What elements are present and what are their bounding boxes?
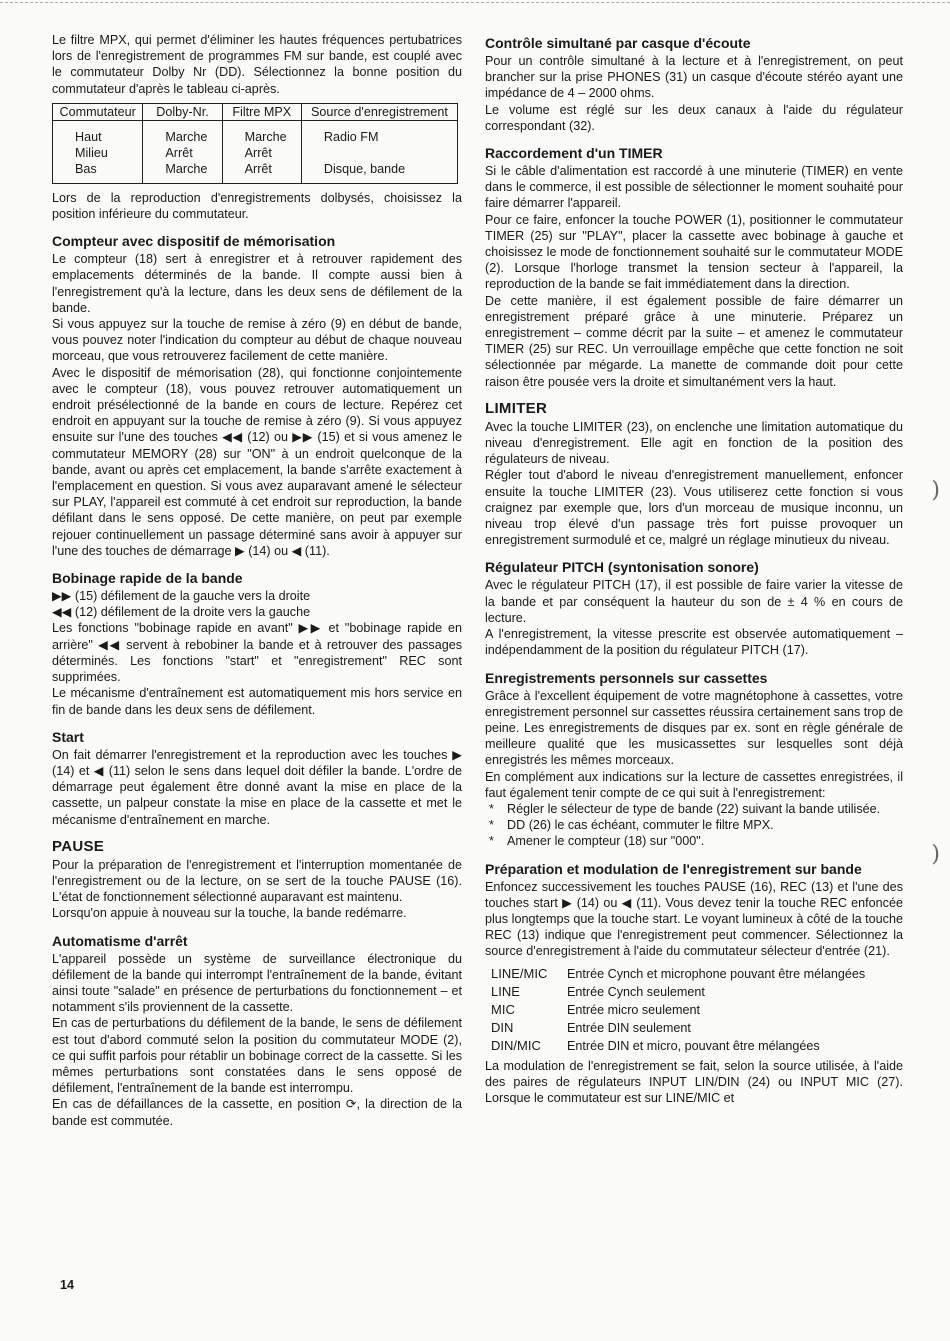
source-desc: Entrée DIN seulement [567,1020,691,1035]
paragraph: Avec le régulateur PITCH (17), il est possible de faire varier la vitesse de la bande et par conséquent la hauteur du son de ± 4 % en cours de lecture. [485,578,903,625]
table-header: Dolby-Nr. [143,103,222,120]
paragraph: L'appareil possède un système de surveillance électronique du défilement de la bande qui interrompt l'entraînement de la bande, évitant ainsi toute "salade" en présence de perturbations du fonctionnement – et notamment s'ils proviennent de la cassette. [52,951,462,1015]
asterisk-icon: * [489,834,494,849]
paragraph: Le mécanisme d'entraînement est automatiquement mis hors service en fin de bande dans les deux sens de défilement. [52,686,462,717]
casque-heading: Contrôle simultané par casque d'écoute [485,35,751,51]
paragraph: Pour ce faire, enfoncer la touche POWER (1), positionner le commutateur TIMER (25) sur "PLAY", placer la cassette avec bobinage à gauche et choisissez le mode de fonctionnement souhaité sur le commutateur MODE (2). Lorsque l'horloge transmet la tension secteur à l'appareil, la reproduction de la bande se fait immédiatement dans la direction. [485,212,903,292]
table-header: Commutateur [53,103,143,120]
source-desc: Entrée micro seulement [567,1002,700,1017]
bullet-list [485,801,903,850]
margin-mark: ) [931,478,940,503]
table-row [491,965,865,983]
source-key: LINE/MIC [491,965,548,981]
paragraph: Si le câble d'alimentation est raccordé à une minuterie (TIMER) en vente dans le commerce, il est possible de sélectionner le moment souhaité pour faire démarrer l'appareil. [485,164,903,211]
table-header: Source d'enregistrement [301,103,457,120]
paragraph: On fait démarrer l'enregistrement et la reproduction avec les touches ▶ (14) et ◀ (11) selon le sens dans lequel doit défiler la bande. L'ordre de démarrage peut également être donné avant la mise en place de la cassette, un palpeur constate la mise en place de la cassette et met le mécanisme d'entraînement en marche. [52,747,462,827]
table-cell: Marche [222,120,301,145]
perso-heading: Enregistrements personnels sur cassettes [485,669,768,686]
table-cell: Marche [143,120,222,145]
source-desc: Entrée Cynch seulement [567,984,705,999]
source-key: MIC [491,1001,515,1017]
paragraph: Régler tout d'abord le niveau d'enregistrement manuellement, enfoncer ensuite la touche LIMITER (23). Vous utiliserez cette fonction si vous craignez par exemple que, lors d'un morceau de musique inconnu, un niveau trop élevé d'un passage très fort puisse provoquer un enregistrement surmodulé et ce, malgré un réglage minutieux du niveau. [485,468,903,548]
table-cell: Radio FM [301,120,457,145]
list-item [485,801,903,817]
table-row [53,161,458,184]
paragraph: En complément aux indications sur la lecture de cassettes enregistrées, il faut également tenir compte de ce qui suit à l'enregistrement: [485,769,903,800]
table-cell: Arrêt [143,145,222,161]
paragraph: A l'enregistrement, la vitesse prescrite est observée automatiquement – indépendamment de la position du régulateur PITCH (17). [485,627,903,658]
left-column [52,32,462,1129]
paragraph: En cas de défaillances de la cassette, en position ⟳, la direction de la bande est commutée. [52,1097,462,1128]
table-cell: Arrêt [222,161,301,184]
top-rule [0,2,950,4]
table-cell: Bas [53,161,143,184]
pitch-heading: Régulateur PITCH (syntonisation sonore) [485,559,759,576]
paragraph: La modulation de l'enregistrement se fait, selon la source utilisée, à l'aide des paires de régulateurs INPUT LIN/DIN (24) ou INPUT MIC (27). Lorsque le commutateur est sur LINE/MIC et [485,1058,903,1105]
asterisk-icon: * [489,801,494,816]
compteur-heading: Compteur avec dispositif de mémorisation [52,233,336,250]
table-row [491,1037,865,1055]
paragraph: En cas de perturbations du défilement de la bande, le sens de défilement est tout d'abord commuté selon la position du commutateur MODE (2), ce qui suffit parfois pour rétablir un bobinage correct de la cassette. Si les mêmes perturbations sont constatées dans le sens opposé de défilement, l'entraînement de la bande est interrompu. [52,1016,462,1096]
paragraph: Grâce à l'excellent équipement de votre magnétophone à cassettes, votre enregistrement personnel sur cassettes réussira certainement sans trop de peine. Les enregistrements de disques par ex. sont en règle générale de meilleure qualité que les musicassettes sur lesquelles sont déjà enregistrés les mêmes morceaux. [485,688,903,768]
source-key: DIN/MIC [491,1037,541,1053]
table-cell: Marche [143,161,222,184]
table-cell: Disque, bande [301,161,457,184]
page-number: 14 [60,1278,75,1292]
preparation-heading: Préparation et modulation de l'enregistrement sur bande [485,860,862,877]
table-cell: Arrêt [222,145,301,161]
paragraph: Avec le dispositif de mémorisation (28), qui fonctionne conjointemente avec le compteur (18), vous pouvez retrouver automatiquement un endroit présélectionné de la bande en cours de lecture. Repérez cet endroit en appuyant sur la touche de remise à zéro (9). Si vous appuyez ensuite sur l'une des touches ◀◀ (12) ou ▶▶ (15) et si vous amenez le commutateur MEMORY (28) sur "ON" à un endroit quelconque de la bande, avant ou après cet emplacement, la bande s'arrête exactement à l'emplacement en question. Si vous avez auparavant amené le sélecteur sur PLAY, l'appareil est commuté à cet endroit sur reproduction, la bande défilant dans le sens opposé. De cette manière, on peut par exemple rejouer continuellement un passage déterminé sans avoir à appuyer sur l'une des touches de démarrage ▶ (14) ou ◀ (11). [52,365,462,558]
source-desc: Entrée DIN et micro, pouvant être mélangées [567,1038,820,1053]
list-item [485,833,903,849]
list-item-text: DD (26) le cas échéant, commuter le filtre MPX. [507,818,774,833]
limiter-heading: LIMITER [485,399,548,417]
asterisk-icon: * [489,818,494,833]
paragraph: De cette manière, il est également possible de faire démarrer un enregistrement préparé grâce à une minuterie. Préparez un enregistrement – comme décrit par la suite – et amenez le commutateur TIMER (25) sur REC. Un verrouillage empêche que cette fonction ne soit sélectionnée par mégarde. La manette de commande doit pour cette raison être pousée vers la droite et simultanément vers la haut. [485,293,903,389]
paragraph: Pour un contrôle simultané à la lecture et à l'enregistrement, on peut brancher sur la prise PHONES (31) un casque d'écoute stéréo ayant une impédance de 4 – 2000 ohms. [485,54,903,101]
paragraph: Pour la préparation de l'enregistrement et l'interruption momentanée de l'enregistrement ou de la lecture, on se sert de la touche PAUSE (16). L'état de fonctionnement sélectionné auparavant est maintenu. [52,857,462,905]
table-row [491,983,865,1001]
source-key: DIN [491,1019,514,1035]
table-row [491,1019,865,1037]
paragraph: Les fonctions "bobinage rapide en avant" ▶▶ et "bobinage rapide en arrière" ◀◀ servent à rebobiner la bande et à retrouver des passages déterminés. Les fonctions "start" et "enregistrement" REC sont supprimées. [52,621,462,685]
paragraph: Le volume est réglé sur les deux canaux à l'aide du régulateur correspondant (32). [485,102,903,133]
paragraph: ▶▶ (15) défilement de la gauche vers la droite [52,589,311,604]
table-row [53,120,458,145]
source-desc: Entrée Cynch et microphone pouvant être mélangées [567,966,866,981]
table-cell: Milieu [53,145,143,161]
pause-heading: PAUSE [52,837,105,855]
paragraph: Lorsqu'on appuie à nouveau sur la touche, la bande redémarre. [52,906,407,921]
paragraph: Le compteur (18) sert à enregistrer et à retrouver rapidement des emplacements déterminés de la bande. Il compte aussi bien à l'enregistrement qu'à la lecture, dans les deux sens de défilement de la bande. [52,252,462,315]
paragraph: ◀◀ (12) défilement de la droite vers la gauche [52,605,311,620]
source-table [491,965,865,1055]
table-header: Filtre MPX [222,103,301,120]
source-key: LINE [491,983,520,999]
list-item-text: Amener le compteur (18) sur "000". [507,834,705,849]
paragraph: Enfoncez successivement les touches PAUSE (16), REC (13) et l'une des touches start ▶ (14) ou ◀ (11). Vous devez tenir la touche REC enfoncée plus longtemps que la touche start. Le voyant lumineux à côté de la touche REC (13) indique que l'enregistrement peut commencer. Sélectionnez la source d'enregistrement à l'aide du commutateur sélecteur d'entrée (21). [485,879,903,959]
table-row [53,145,458,161]
list-item-text: Régler le sélecteur de type de bande (22) suivant la bande utilisée. [507,801,881,816]
list-item [485,817,903,833]
table-cell: Haut [53,120,143,145]
paragraph: Avec la touche LIMITER (23), on enclenche une limitation automatique du niveau d'enregistrement. Elle agit en fonction de la position des régulateurs de niveau. [485,419,903,467]
timer-heading: Raccordement d'un TIMER [485,145,663,162]
bobinage-heading: Bobinage rapide de la bande [52,570,243,587]
margin-mark: ) [931,842,940,867]
table-cell [301,145,457,161]
after-table-paragraph: Lors de la reproduction d'enregistrements dolbysés, choisissez la position inférieure du commutateur. [52,190,462,222]
paragraph: Si vous appuyez sur la touche de remise à zéro (9) en début de bande, vous pouvez noter l'indication du compteur au début de chaque nouveau morceau, que vous retrouverez facilement de cette manière. [52,317,462,364]
mpx-table [52,103,458,184]
start-heading: Start [52,728,84,745]
automatisme-heading: Automatisme d'arrêt [52,932,188,949]
intro-paragraph: Le filtre MPX, qui permet d'éliminer les hautes fréquences pertubatrices lors de l'enregistrement de programmes FM sur bande, est couplé avec le commutateur Dolby Nr (DD). Sélectionnez la bonne position du commutateur d'après le tableau ci-après. [52,33,462,96]
right-column [485,32,903,1106]
table-row [491,1001,865,1019]
